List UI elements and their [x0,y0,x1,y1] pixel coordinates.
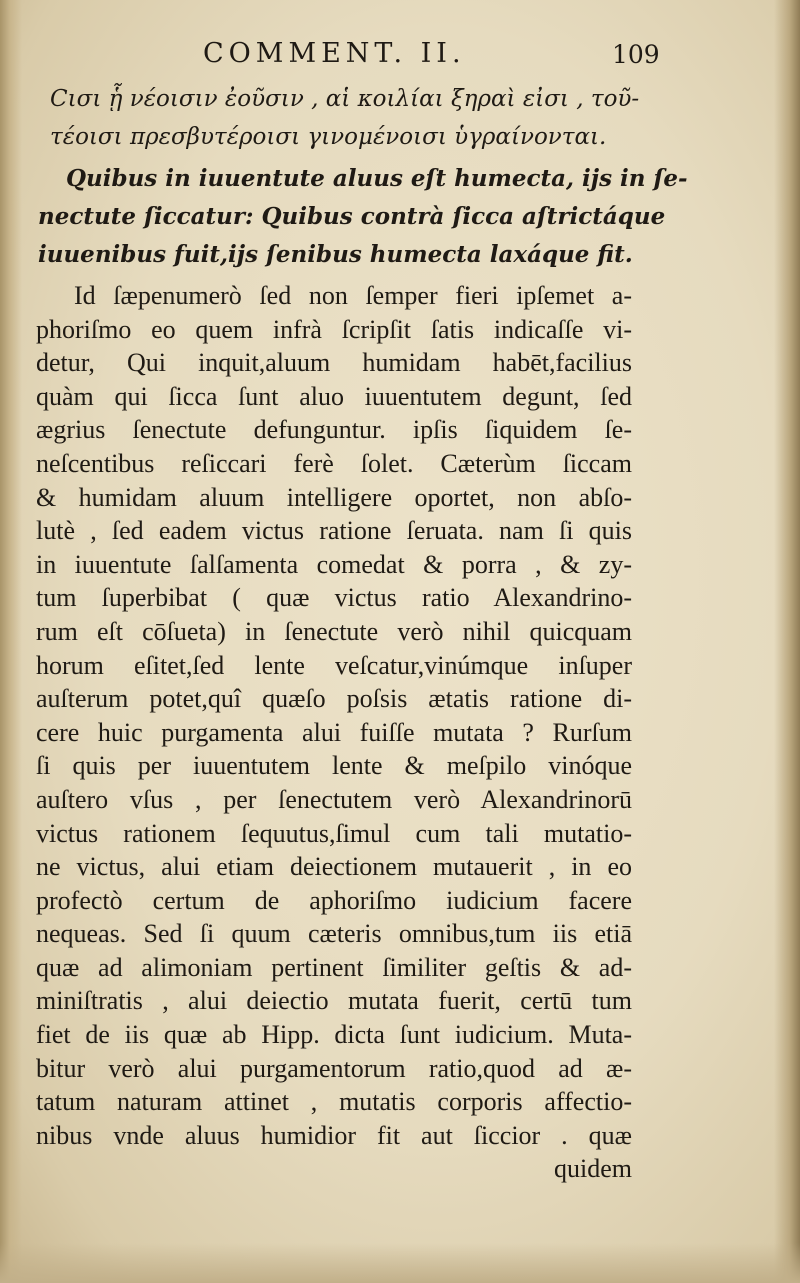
body-line: tatum naturam attinet , mutatis corporis affectio- [36,1087,632,1117]
body-line: bitur verò alui purgamentorum ratio,quod ad æ- [36,1053,632,1083]
body-line: in iuuentute ſalſamenta comedat & porra , & zy- [36,549,632,579]
body-line: horum eſitet,ſed lente veſcatur,vinúmque inſuper [36,650,632,680]
body-line: Id ſæpenumerò ſed non ſemper fieri ipſemet a- [74,281,632,310]
body-line: fiet de iis quæ ab Hipp. dicta ſunt iudicium. Muta- [36,1020,632,1050]
body-line: phoriſmo eo quem infrà ſcripſit ſatis indicaſſe vi- [36,314,632,344]
body-line: & humidam aluum intelligere oportet, non abſo- [36,482,632,512]
page-number: 109 [612,40,660,69]
greek-aphorism [50,80,640,156]
latin-aphorism [38,160,688,274]
page-bottom-shadow [0,1243,800,1283]
body-line: miniſtratis , alui deiectio mutata fuerit, certū tum [36,986,632,1016]
body-line: profectò certum de aphoriſmo iudicium facere [36,885,632,915]
body-line: nequeas. Sed ſi quum cæteris omnibus,tum iis etiā [36,919,632,949]
page-gutter-shadow [0,0,22,1283]
body-line: neſcentibus reſiccari ferè ſolet. Cæterùm ſiccam [36,448,632,478]
running-header: COMMENT. II. [203,38,466,69]
body-line: nibus vnde aluus humidior fit aut ſiccior . quæ [36,1120,632,1150]
body-line: cere huic purgamenta alui fuiſſe mutata ? Rurſum [36,717,632,747]
greek-line: Cισι ᾗ νέοισιν ἐοῦσιν , αἱ κοιλίαι ξηραὶ εἰσι , τοῦ- [50,86,640,112]
body-line: victus rationem ſequutus,ſimul cum tali mutatio- [36,818,632,848]
latin-line: iuuenibus fuit,ijs ſenibus humecta laxáque fit. [38,241,633,268]
body-line: auſterum potet,quî quæſo poſsis ætatis ratione di- [36,684,632,714]
body-line: rum eſt cōſueta) in ſenectute verò nihil quicquam [36,616,632,646]
body-line: quæ ad alimoniam pertinent ſimiliter geſtis & ad- [36,952,632,982]
body-line: auſtero vſus , per ſenectutem verò Alexandrinorū [36,784,632,814]
commentary-paragraph [36,279,632,1186]
body-line: tum ſuperbibat ( quæ victus ratio Alexandrino- [36,583,632,613]
latin-line: Quibus in iuuentute aluus eſt humecta, ijs in ſe- [66,165,688,192]
greek-line: τέοισι πρεσβυτέροισι γινομένοισι ὑγραίνονται. [50,124,607,150]
body-line: ſi quis per iuuentutem lente & meſpilo vinóque [36,751,632,781]
body-line: quàm qui ſicca ſunt aluo iuuentutem degunt, ſed [36,381,632,411]
latin-line: nectute ſiccatur: Quibus contrà ſicca aſtrictáque [38,203,666,230]
catchword: quidem [554,1154,632,1184]
body-line: ægrius ſenectute defunguntur. ipſis ſiquidem ſe- [36,415,632,445]
page-edge-shadow [774,0,800,1283]
body-line: ne victus, alui etiam deiectionem mutauerit , in eo [36,852,632,882]
body-line: lutè , ſed eadem victus ratione ſeruata. nam ſi quis [36,516,632,546]
body-line: detur, Qui inquit,aluum humidam habēt,facilius [36,348,632,378]
